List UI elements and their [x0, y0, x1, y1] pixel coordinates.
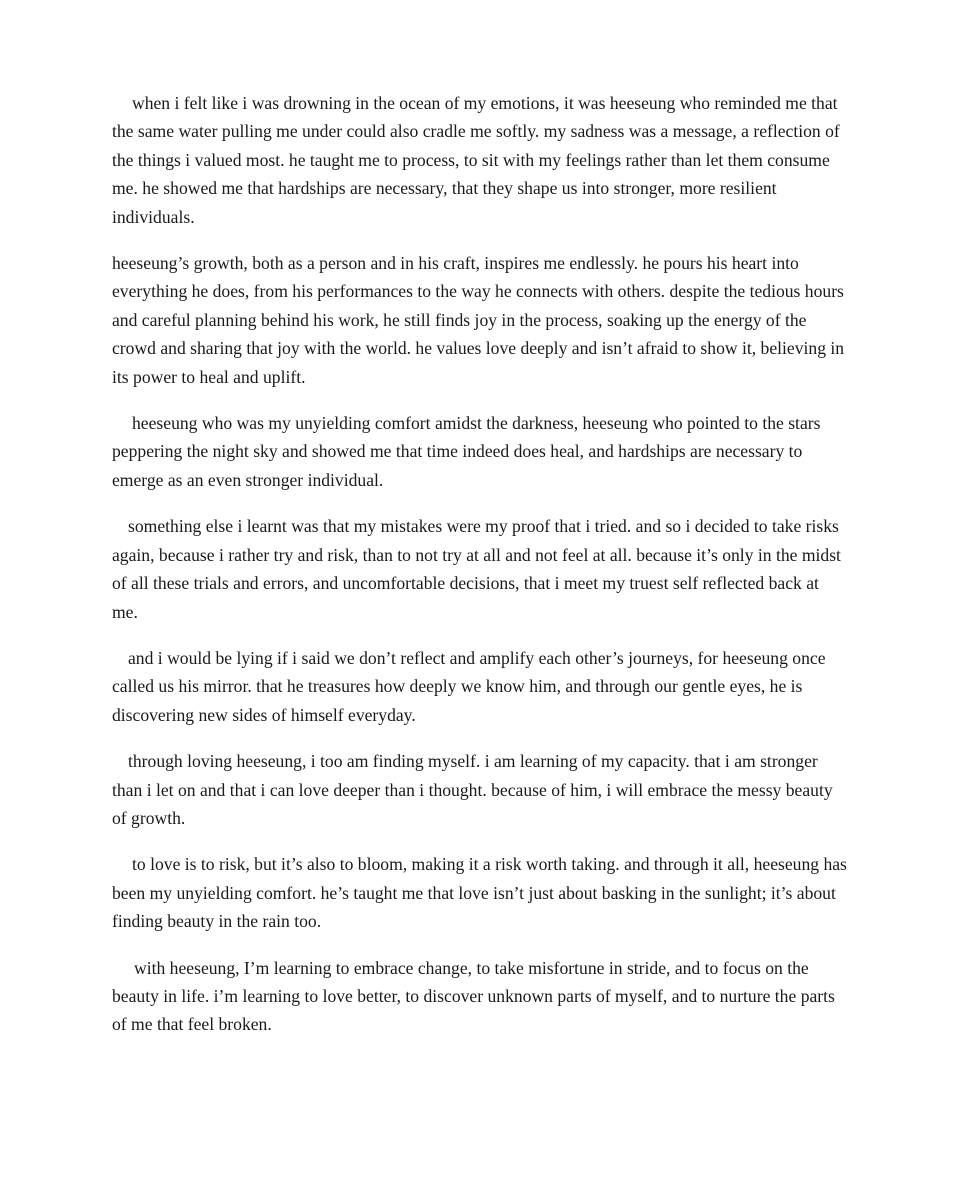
paragraph-6: through loving heeseung, i too am finding myself. i am learning of my capacity. that i am stronger than i let on and that i can love deeper than i thought. because of him, i will embrace the messy beauty of growth. — [112, 751, 833, 828]
document-body — [112, 89, 847, 1057]
paragraph-4: something else i learnt was that my mistakes were my proof that i tried. and so i decided to take risks again, because i rather try and risk, than to not try at all and not feel at all. because it’s only in the midst of all these trials and errors, and uncomfortable decisions, that i meet my truest self reflected back at me. — [112, 516, 841, 622]
paragraph-7: to love is to risk, but it’s also to bloom, making it a risk worth taking. and through it all, heeseung has been my unyielding comfort. he’s taught me that love isn’t just about basking in the sunlight; it’s about finding beauty in the rain too. — [112, 854, 847, 932]
paragraph-5: and i would be lying if i said we don’t reflect and amplify each other’s journeys, for heeseung once called us his mirror. that he treasures how deeply we know him, and through our gentle eyes, he is discovering new sides of himself everyday. — [112, 647, 826, 725]
paragraph-1: when i felt like i was drowning in the ocean of my emotions, it was heeseung who reminded me that the same water pulling me under could also cradle me softly. my sadness was a message, a reflection of the things i valued most. he taught me to process, to sit with my feelings rather than let them consume me. he showed me that hardships are necessary, that they shape us into stronger, more resilient individuals. — [112, 93, 840, 227]
paragraph-2: heeseung’s growth, both as a person and in his craft, inspires me endlessly. he pours his heart into everything he does, from his performances to the way he connects with others. despite the tedious hours and careful planning behind his work, he still finds joy in the process, soaking up the energy of the crowd and sharing that joy with the world. he values love deeply and isn’t afraid to show it, believing in its power to heal and uplift. — [112, 253, 845, 387]
paragraph-8: with heeseung, I’m learning to embrace change, to take misfortune in stride, and to focus on the beauty in life. i’m learning to love better, to discover unknown parts of myself, and to nurture the parts of me that feel broken. — [112, 957, 835, 1035]
paragraph-3: heeseung who was my unyielding comfort amidst the darkness, heeseung who pointed to the stars peppering the night sky and showed me that time indeed does heal, and hardships are necessary to emerge as an even stronger individual. — [112, 413, 821, 490]
